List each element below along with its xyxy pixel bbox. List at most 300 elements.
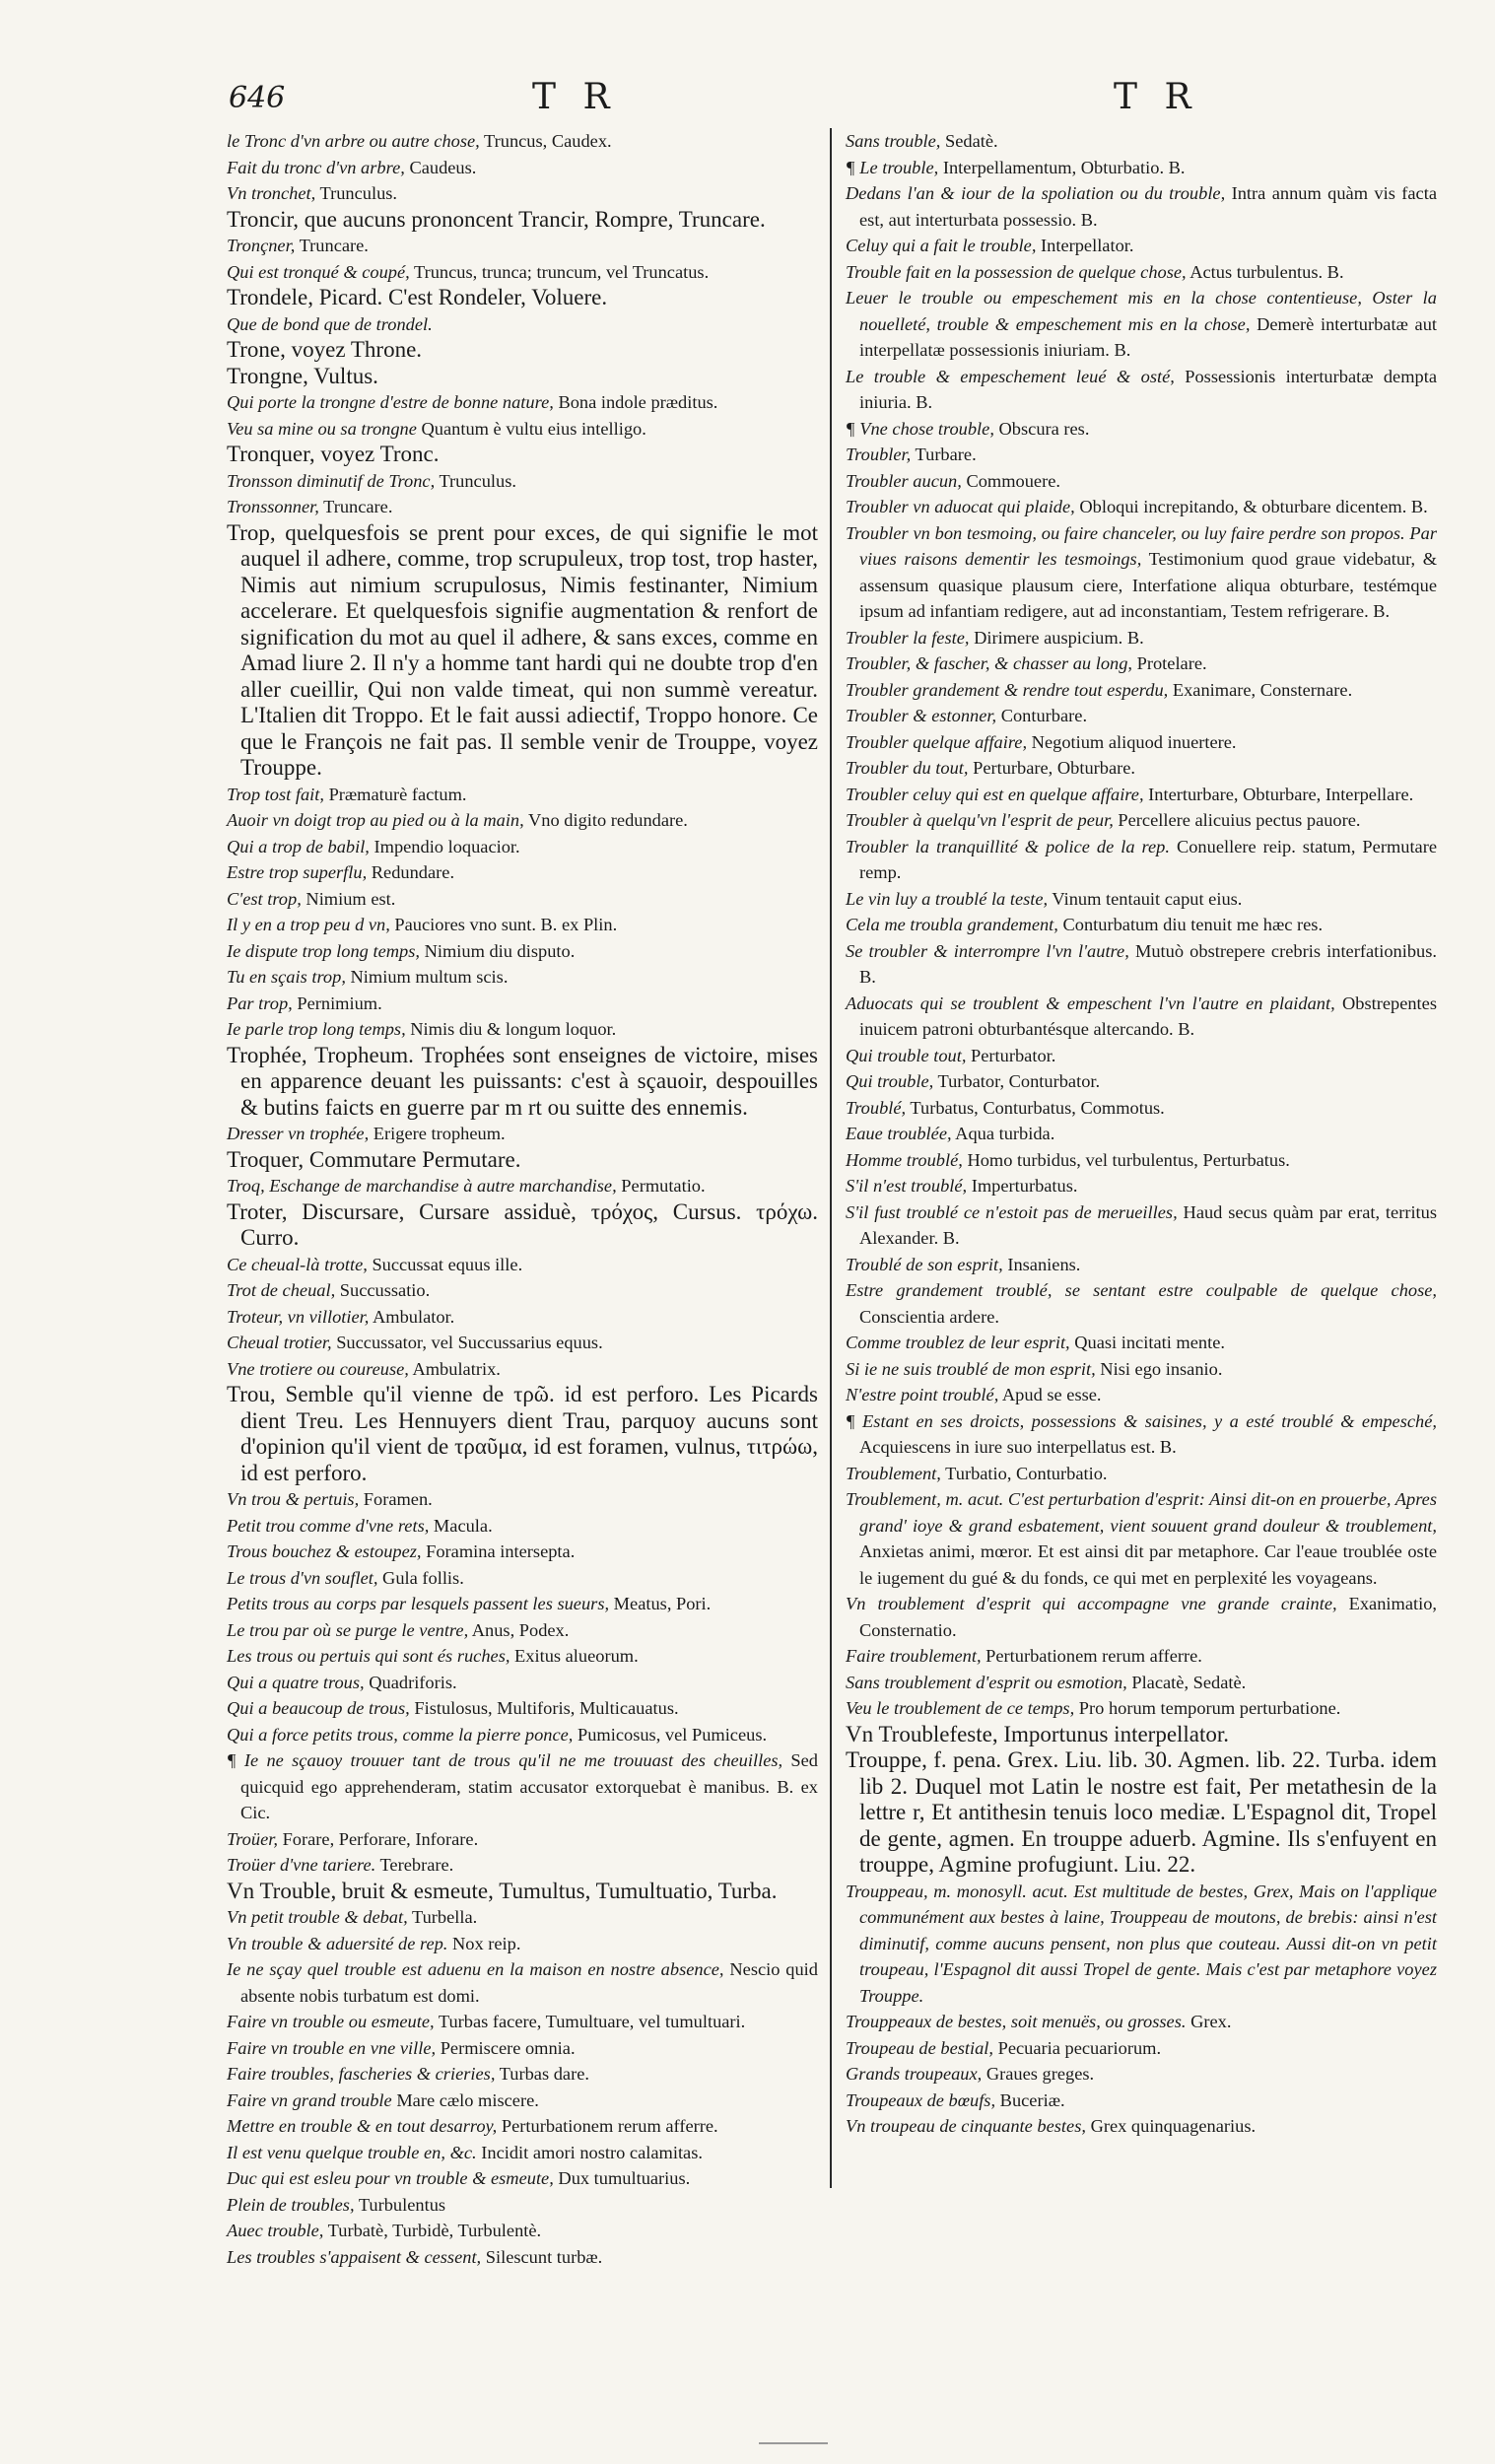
dictionary-entry (846, 886, 1437, 913)
dictionary-entry (227, 1565, 818, 1592)
dictionary-entry (227, 520, 818, 782)
entry-french: Se troubler & interrompre l'vn l'autre, (846, 940, 1129, 961)
column-divider (830, 128, 832, 2188)
entry-french: Trouppeau, m. monosyll. acut. Est multitude de bestes, Grex, Mais on l'applique communément aux bestes à laine, Trouppeau de moutons, de brebis: ainsi n'est diminutif, comme aucuns pensent, non plus que couteau. Aussi dit-on vn petit troupeau, l'Espagnol dit aussi Tropel de gente. Mais c'est par metaphore voyez Trouppe. (846, 1881, 1437, 2006)
entry-french: Qui a quatre trous, (227, 1672, 365, 1692)
entry-latin: Truncus, trunca; truncum, vel Truncatus. (409, 261, 710, 282)
dictionary-entry (846, 2061, 1437, 2088)
entry-french: Vn tronchet, (227, 183, 316, 203)
entry-latin: Dux tumultuarius. (553, 2168, 691, 2188)
entry-latin: Perturbator. (966, 1045, 1056, 1065)
entry-latin: Nimis aut nimium scrupulosus, Nimis festinanter, Nimium accelerare. Et quelquesfois signifie augmentation & renfort de signification du mot au quel il adhere, & sans exces, comme en Amad liure 2. Il n'y a homme tant hardi qui ne doubte trop d'en aller cueillir, Qui non valde timeat, qui non summè vereatur. L'Italien dit Troppo. Et le fait aussi adiectif, Troppo honore. Ce que le François ne fait pas. Il semble venir de Trouppe, voyez Trouppe. (240, 572, 818, 780)
entry-french: Troubler vn aduocat qui plaide, (846, 497, 1075, 516)
entry-french: ¶ Le trouble, (846, 157, 939, 177)
dictionary-entry (846, 991, 1437, 1043)
entry-latin: Turbare. (911, 445, 977, 464)
entry-latin: Obloqui increpitando, & obturbare dicentem. B. (1074, 497, 1428, 516)
entry-french: Troupeaux de bœufs, (846, 2089, 996, 2110)
entry-french: Duc qui est esleu pour vn trouble & esmeute, (227, 2168, 554, 2188)
dictionary-entry (846, 1486, 1437, 1591)
dictionary-entry (227, 128, 818, 155)
entry-french: Sans troublement d'esprit ou esmotion, (846, 1672, 1127, 1692)
dictionary-entry (846, 625, 1437, 651)
entry-french: Vn trou & pertuis, (227, 1489, 360, 1509)
entry-french: Trot de cheual, (227, 1280, 336, 1300)
entry-french: Veu sa mine ou sa trongne (227, 418, 417, 439)
entry-latin: Incidit amori nostro calamitas. (476, 2142, 703, 2162)
entry-french: Sans trouble, (846, 131, 941, 151)
dictionary-entry (846, 1277, 1437, 1330)
entry-latin: Pro horum temporum perturbatione. (1074, 1698, 1341, 1718)
entry-latin: Fistulosus, Multiforis, Multicauatus. (409, 1698, 679, 1718)
dictionary-entry (846, 1747, 1437, 1879)
entry-french: Le trous d'vn souflet, (227, 1567, 378, 1588)
dictionary-entry (227, 2244, 818, 2271)
entry-latin: Ambulatrix. (408, 1358, 501, 1379)
entry-french: Il est venu quelque trouble en, &c. (227, 2142, 477, 2162)
running-head-left: T R (532, 77, 618, 117)
entry-latin: Forare, Perforare, Inforare. (277, 1828, 479, 1849)
entry-french: Vne trotiere ou coureuse, (227, 1358, 409, 1379)
entry-french: Troublé de son esprit, (846, 1254, 1003, 1274)
running-head-right: T R (1114, 77, 1199, 117)
dictionary-entry (846, 1408, 1437, 1461)
entry-latin: Haud secus quàm par erat, territus Alexander. B. (859, 1201, 1438, 1248)
entry-french: Qui a trop de babil, (227, 836, 370, 856)
dictionary-entry (846, 1121, 1437, 1147)
dictionary-entry (227, 494, 818, 520)
entry-latin: Possessionis interturbatæ dempta iniuria. B. (859, 366, 1437, 412)
dictionary-entry (846, 782, 1437, 808)
dictionary-entry (227, 155, 818, 181)
entry-french: Troncir, que aucuns prononcent Trancir, Rompre, (227, 206, 674, 232)
entry-french: Petit trou comme d'vne rets, (227, 1515, 430, 1536)
dictionary-entry (227, 1826, 818, 1853)
entry-french: Eaue troublée, (846, 1124, 952, 1143)
entry-latin: Anxietas animi, mœror. Et est ainsi dit par metaphore. Car l'eaue troublée oste le iugement du gué & du fonds, ce qui met en perplexité les voyageans. (859, 1541, 1437, 1588)
entry-french: Vn trouble & aduersité de rep. (227, 1933, 448, 1953)
entry-latin: Commutare Permutare. (304, 1146, 521, 1172)
dictionary-entry (846, 755, 1437, 782)
entry-french: Le vin luy a troublé la teste, (846, 888, 1049, 909)
entry-french: Comme troublez de leur esprit, (846, 1333, 1070, 1352)
entry-french: Veu le troublement de ce temps, (846, 1698, 1075, 1718)
entry-french: Troubler la tranquillité & police de la rep. (846, 836, 1170, 856)
entry-french: Tronçner, (227, 236, 296, 255)
entry-french: Estre grandement troublé, se sentant estre coulpable de quelque chose, (846, 1280, 1437, 1300)
entry-french: Vn troublement d'esprit qui accompagne vne grande crainte, (846, 1594, 1337, 1613)
dictionary-entry (227, 912, 818, 938)
entry-french: Grands troupeaux, (846, 2064, 983, 2084)
entry-french: Faire vn grand trouble (227, 2089, 392, 2110)
dictionary-entry (846, 807, 1437, 834)
dictionary-entry (846, 1461, 1437, 1487)
dictionary-entry (846, 2088, 1437, 2114)
dictionary-entry (846, 677, 1437, 704)
entry-latin: Succussatio. (335, 1280, 431, 1300)
entry-latin: Foramen. (359, 1489, 433, 1509)
entry-latin: Anus, Podex. (468, 1619, 570, 1640)
dictionary-entry (846, 2035, 1437, 2062)
entry-latin: Insaniens. (1002, 1254, 1081, 1274)
entry-french: Troter, (227, 1198, 288, 1224)
entry-french: Vn petit trouble & debat, (227, 1907, 408, 1927)
entry-latin: Tumultus, Tumultuatio, Turba. (493, 1878, 778, 1903)
entry-french: S'il n'est troublé, (846, 1176, 968, 1196)
dictionary-entry (227, 468, 818, 495)
entry-latin: Interpellator. (1036, 236, 1134, 255)
entry-french: Troüer, (227, 1828, 278, 1849)
entry-latin: Negotium aliquod inuertere. (1027, 731, 1237, 752)
dictionary-entry (227, 991, 818, 1017)
entry-latin: Ambulator. (369, 1306, 455, 1327)
entry-latin: Buceriæ. (995, 2089, 1065, 2110)
entry-french: Tu en sçais trop, (227, 967, 346, 987)
dictionary-entry (227, 1617, 818, 1644)
entry-french: Troteur, vn villotier, (227, 1306, 370, 1327)
entry-latin: Trunculus. (435, 470, 516, 491)
entry-latin: Turbas facere, Tumultuare, vel tumultuari. (434, 2012, 746, 2031)
entry-latin: Quasi incitati mente. (1069, 1333, 1225, 1352)
dictionary-entry (846, 1199, 1437, 1252)
entry-french: Vn troupeau de cinquante bestes, (846, 2116, 1086, 2136)
dictionary-entry (846, 468, 1437, 495)
dictionary-entry (227, 1695, 818, 1722)
entry-french: Faire vn trouble ou esmeute, (227, 2012, 435, 2031)
entry-latin: Mare cælo miscere. (391, 2089, 539, 2110)
entry-latin: Truncare. (673, 206, 766, 232)
entry-latin: Succussator, vel Succussarius equus. (331, 1333, 603, 1352)
entry-latin: Grex. (1186, 2012, 1232, 2031)
dictionary-entry (227, 1304, 818, 1331)
entry-latin: Intra annum quàm vis facta est, aut interturbata possessio. B. (859, 183, 1437, 230)
dictionary-entry (227, 180, 818, 207)
entry-french: Troubler aucun, (846, 470, 962, 491)
entry-french: Troublement, m. acut. C'est perturbation d'esprit: Ainsi dit-on en prouerbe, Apres grand' ioye & grand esbatement, vient souuent grand douleur & troublement, (846, 1489, 1437, 1536)
dictionary-entry (227, 859, 818, 886)
dictionary-entry (227, 1486, 818, 1513)
entry-latin: Actus turbulentus. B. (1186, 261, 1344, 282)
entry-latin: Apud se esse. (998, 1385, 1102, 1404)
entry-latin: Importunus interpellator. (997, 1721, 1230, 1746)
dictionary-entry (227, 2009, 818, 2035)
entry-latin: Interturbare, Obturbare, Interpellare. (1143, 784, 1414, 804)
dictionary-entry (846, 834, 1437, 886)
dictionary-entry (846, 1147, 1437, 1174)
right-column (846, 128, 1437, 2140)
dictionary-entry (227, 807, 818, 834)
dictionary-entry (846, 155, 1437, 181)
dictionary-entry (846, 1695, 1437, 1722)
entry-french: Les troubles s'appaisent & cessent, (227, 2246, 482, 2267)
dictionary-entry (846, 285, 1437, 364)
entry-french: Troubler grandement & rendre tout esperdu, (846, 679, 1169, 700)
dictionary-entry (227, 1016, 818, 1043)
entry-latin: id est foramen, vulnus, τιτρώω, id est perforo. (240, 1434, 818, 1485)
entry-french: Auec trouble, (227, 2221, 324, 2240)
entry-latin: Terebrare. (375, 1855, 454, 1875)
entry-french: Ce cheual-là trotte, (227, 1254, 368, 1274)
entry-latin: Exanimatio, Consternatio. (859, 1594, 1437, 1640)
entry-latin: Turbas dare. (495, 2064, 589, 2084)
entry-latin: Succussat equus ille. (367, 1254, 523, 1274)
entry-latin: Nimium est. (301, 888, 396, 909)
entry-french: Faire vn trouble en vne ville, (227, 2037, 437, 2058)
entry-french: Faire troubles, fascheries & crieries, (227, 2064, 496, 2084)
dictionary-entry (227, 1252, 818, 1278)
dictionary-entry (227, 2035, 818, 2062)
entry-latin: Foramina intersepta. (421, 1541, 576, 1561)
entry-french: Trouppeaux de bestes, soit menuës, ou grosses. (846, 2012, 1187, 2031)
entry-french: Qui est tronqué & coupé, (227, 261, 410, 282)
entry-latin: Præmaturè factum. (323, 784, 467, 804)
entry-latin: Mutuò obstrepere crebris interfationibus. B. (859, 940, 1437, 987)
entry-latin: Dirimere auspicium. B. (969, 627, 1144, 648)
dictionary-entry (227, 2113, 818, 2140)
entry-french: Cela me troubla grandement, (846, 915, 1058, 934)
entry-latin: Pauciores vno sunt. B. ex Plin. (389, 915, 618, 934)
dictionary-entry (227, 834, 818, 860)
dictionary-entry (846, 494, 1437, 520)
entry-french: Qui porte la trongne d'estre de bonne nature, (227, 392, 554, 412)
entry-latin: Placatè, Sedatè. (1126, 1672, 1247, 1692)
entry-latin: Obscura res. (993, 418, 1090, 439)
dictionary-entry (846, 1173, 1437, 1199)
entry-french: Troupeau de bestial, (846, 2037, 994, 2058)
dictionary-entry (227, 1670, 818, 1696)
entry-french: Troubler, (846, 445, 912, 464)
entry-french: Trop tost fait, (227, 784, 324, 804)
entry-french: Ie ne sçay quel trouble est aduenu en la maison en nostre absence, (227, 1959, 724, 1979)
entry-french: Troubler du tout, (846, 758, 969, 778)
entry-latin: Imperturbatus. (967, 1176, 1078, 1196)
entry-latin: Percellere alicuius pectus pauore. (1113, 810, 1361, 830)
dictionary-entry (227, 1147, 818, 1174)
entry-french: Vn Troublefeste, (846, 1721, 998, 1746)
dictionary-entry (227, 389, 818, 416)
entry-french: Dedans l'an & iour de la spoliation ou du trouble, (846, 183, 1226, 203)
entry-french: Troublé, (846, 1097, 907, 1118)
entry-french: S'il fust troublé ce n'estoit pas de merueilles, (846, 1201, 1178, 1222)
dictionary-entry (227, 2165, 818, 2192)
dictionary-entry (846, 520, 1437, 625)
dictionary-entry (846, 442, 1437, 468)
entry-french: Tronquer, voyez Tronc. (227, 442, 440, 466)
dictionary-entry (227, 1356, 818, 1383)
entry-latin: Agmine profugiunt. Liu. 22. (934, 1852, 1196, 1877)
entry-french: Tronsson diminutif de Tronc, (227, 470, 436, 491)
entry-french: Par trop, (227, 992, 293, 1013)
entry-french: Aduocats qui se troublent & empeschent l'vn l'autre en plaidant, (846, 992, 1335, 1013)
entry-latin: Quantum è vultu eius intelligo. (416, 418, 646, 439)
entry-latin: Perturbationem rerum afferre. (497, 2116, 718, 2136)
entry-latin: Graues greges. (982, 2064, 1095, 2084)
dictionary-entry (227, 1852, 818, 1879)
entry-french: Le trou par où se purge le ventre, (227, 1619, 469, 1640)
entry-latin: Sedatè. (940, 131, 998, 151)
entry-latin: Commouere. (961, 470, 1060, 491)
dictionary-entry (227, 782, 818, 808)
entry-latin: Homo turbidus, vel turbulentus, Perturbatus. (962, 1149, 1290, 1170)
dictionary-entry (227, 207, 818, 234)
entry-french: ¶ Estant en ses droicts, possessions & saisines, y a esté troublé & empesché, (846, 1410, 1437, 1431)
entry-french: Trondele, Picard. C'est Rondeler, (227, 285, 526, 309)
entry-french: Troubler celuy qui est en quelque affaire, (846, 784, 1144, 804)
dictionary-entry (846, 259, 1437, 286)
entry-french: Trone, voyez Throne. (227, 337, 423, 362)
dictionary-entry (227, 1956, 818, 2009)
dictionary-entry (227, 1277, 818, 1304)
entry-french: Ie parle trop long temps, (227, 1019, 406, 1039)
dictionary-entry (846, 1643, 1437, 1670)
entry-french: Estre trop superflu, (227, 862, 368, 882)
dictionary-entry (227, 1382, 818, 1486)
entry-latin: Turbator, Conturbator. (933, 1071, 1101, 1091)
dictionary-entry (227, 2140, 818, 2166)
dictionary-entry (846, 128, 1437, 155)
dictionary-entry (227, 1330, 818, 1356)
entry-latin: Testimonium quod graue videbatur, & assensum quasique plausum ciere, Interfatione aliqua obturbare, testémque ipsum ad infantiam redigere, aut ad inconstantiam, Testem refrigerare. B. (859, 549, 1437, 621)
dictionary-entry (846, 1330, 1437, 1356)
entry-latin: Protelare. (1132, 653, 1207, 673)
entry-french: N'estre point troublé, (846, 1385, 999, 1404)
entry-latin: Macula. (429, 1515, 493, 1536)
entry-latin: Sed quicquid ego apprehenderam, statim accusator extorquebat è manibus. B. ex Cic. (240, 1750, 818, 1822)
entry-french: Auoir vn doigt trop au pied ou à la main, (227, 810, 524, 830)
dictionary-entry (227, 1043, 818, 1122)
entry-french: Qui a force petits trous, comme la pierre ponce, (227, 1724, 574, 1745)
entry-latin: Turbulentus (354, 2194, 446, 2215)
entry-latin: Truncare. (295, 236, 369, 255)
entry-french: Il y en a trop peu d vn, (227, 915, 390, 934)
entry-latin: Turbatio, Conturbatio. (940, 1463, 1108, 1483)
entry-french: Faire troublement, (846, 1646, 982, 1666)
entry-latin: Conturbare. (996, 706, 1088, 725)
entry-french: Troubler quelque affaire, (846, 731, 1028, 752)
entry-latin: Conturbatum diu tenuit me hæc res. (1057, 915, 1324, 934)
entry-latin: Pernimium. (292, 992, 382, 1013)
dictionary-entry (846, 1382, 1437, 1408)
entry-french: Que de bond que de trondel. (227, 313, 433, 334)
entry-french: C'est trop, (227, 888, 302, 909)
dictionary-entry (227, 285, 818, 311)
entry-french: Troq, Eschange de marchandise à autre marchandise, (227, 1176, 617, 1196)
dictionary-entry (227, 1199, 818, 1252)
dictionary-entry (846, 912, 1437, 938)
dictionary-entry (846, 1356, 1437, 1383)
entry-french: Troubler la feste, (846, 627, 970, 648)
entry-french: Trou, Semble qu'il vienne de τρῶ. id est perforo. Les Picards dient Treu. Les Hennuyers dient Trau, parquoy aucuns sont d'opinion qu'il vient de τραῦμα, (227, 1382, 818, 1459)
entry-latin: Turbella. (407, 1907, 478, 1927)
dictionary-entry (227, 442, 818, 468)
dictionary-entry (227, 2061, 818, 2088)
entry-french: Vn Trouble, bruit & esmeute, (227, 1878, 494, 1903)
entry-latin: Turbatus, Conturbatus, Commotus. (906, 1097, 1165, 1118)
dictionary-entry (846, 180, 1437, 233)
footer-rule (759, 2442, 828, 2444)
dictionary-entry (227, 1121, 818, 1147)
entry-latin: Nimium multum scis. (345, 967, 509, 987)
entry-latin: Nox reip. (447, 1933, 521, 1953)
dictionary-entry (227, 938, 818, 965)
entry-latin: Permutatio. (616, 1176, 706, 1196)
entry-latin: Pumicosus, vel Pumiceus. (573, 1724, 768, 1745)
entry-latin: Conuellere reip. statum, Permutare remp. (859, 836, 1437, 882)
entry-latin: Conscientia ardere. (859, 1306, 999, 1327)
dictionary-entry (227, 1747, 818, 1826)
entry-latin: Grex quinquagenarius. (1085, 2116, 1257, 2136)
entry-french: Trous bouchez & estoupez, (227, 1541, 422, 1561)
dictionary-entry (227, 259, 818, 286)
entry-latin: Quadriforis. (364, 1672, 457, 1692)
dictionary-entry (227, 1904, 818, 1931)
entry-french: Trop, quelquesfois se prent pour exces, de qui signifie le mot auquel il adhere, comme, trop scrupuleux, trop tost, trop haster, (227, 519, 818, 571)
entry-french: Homme troublé, (846, 1149, 963, 1170)
entry-french: Le trouble & empeschement leué & osté, (846, 366, 1175, 386)
dictionary-entry (846, 1670, 1437, 1696)
entry-french: Troüer d'vne tariere. (227, 1855, 376, 1875)
dictionary-entry (846, 729, 1437, 756)
entry-latin: Gula follis. (377, 1567, 464, 1588)
entry-french: Qui trouble tout, (846, 1045, 967, 1065)
dictionary-entry (227, 2088, 818, 2114)
entry-french: ¶ Ie ne sçauoy trouuer tant de trous qu'il ne me trouuast des cheuilles, (227, 1750, 783, 1770)
entry-latin: Aqua turbida. (951, 1124, 1055, 1143)
entry-french: Plein de troubles, (227, 2194, 355, 2215)
dictionary-entry (846, 1095, 1437, 1122)
entry-french: Les trous ou pertuis qui sont és ruches, (227, 1646, 510, 1666)
entry-french: Trouble fait en la possession de quelque chose, (846, 261, 1187, 282)
dictionary-entry (227, 2192, 818, 2219)
dictionary-entry (227, 1643, 818, 1670)
entry-french: Trongne, (227, 363, 308, 388)
entry-latin: Vultus. (307, 363, 378, 388)
entry-latin: Voluere. (525, 285, 608, 309)
entry-french: Troubler, & fascher, & chasser au long, (846, 653, 1133, 673)
dictionary-entry (846, 416, 1437, 443)
dictionary-entry (227, 1539, 818, 1565)
dictionary-entry (227, 416, 818, 443)
entry-latin: Redundare. (367, 862, 455, 882)
dictionary-entry (846, 703, 1437, 729)
entry-french: Dresser vn trophée, (227, 1124, 370, 1143)
entry-latin: Exitus alueorum. (510, 1646, 639, 1666)
entry-french: Cheual trotier, (227, 1333, 332, 1352)
entry-french: Tronssonner, (227, 497, 319, 516)
entry-french: Troubler & estonner, (846, 706, 997, 725)
entry-french: le Tronc d'vn arbre ou autre chose, (227, 131, 480, 151)
entry-french: Troubler vn bon tesmoing, ou faire chanceler, ou luy faire perdre son propos. Par viues raisons dementir les tesmoings, (846, 522, 1437, 569)
entry-latin: Obstrepentes inuicem patroni obturbantésque altercando. B. (859, 992, 1437, 1039)
entry-french: Troubler à quelqu'vn l'esprit de peur, (846, 810, 1114, 830)
left-column (227, 128, 818, 2270)
entry-latin: Nescio quid absente nobis turbatum est domi. (240, 1959, 818, 2006)
dictionary-entry (846, 364, 1437, 416)
entry-french: Troquer, (227, 1146, 305, 1172)
dictionary-entry (227, 364, 818, 390)
entry-latin: Nisi ego insanio. (1095, 1358, 1223, 1379)
entry-latin: Perturbare, Obturbare. (968, 758, 1136, 778)
dictionary-entry (227, 1722, 818, 1748)
entry-latin: Nimis diu & longum loquor. (405, 1019, 617, 1039)
entry-latin: Exanimare, Consternare. (1168, 679, 1353, 700)
entry-french: Trouppe, f. pena. Grex. Liu. lib. 30. Agmen. lib. 22. Turba. idem lib 2. Duquel mot Latin le nostre est fait, Per metathesin de la lettre r, Et antithesin tenuis loco mediæ. L'Espagnol dit, Tropel de gente, agmen. En trouppe aduerb. Agmine. Ils s'enfuyent en trouppe, (846, 1747, 1437, 1877)
entry-latin: Bona indole præditus. (553, 392, 718, 412)
entry-french: Ie dispute trop long temps, (227, 940, 420, 961)
entry-french: Mettre en trouble & en tout desarroy, (227, 2116, 498, 2136)
dictionary-entry (227, 1931, 818, 1957)
dictionary-entry (227, 311, 818, 338)
